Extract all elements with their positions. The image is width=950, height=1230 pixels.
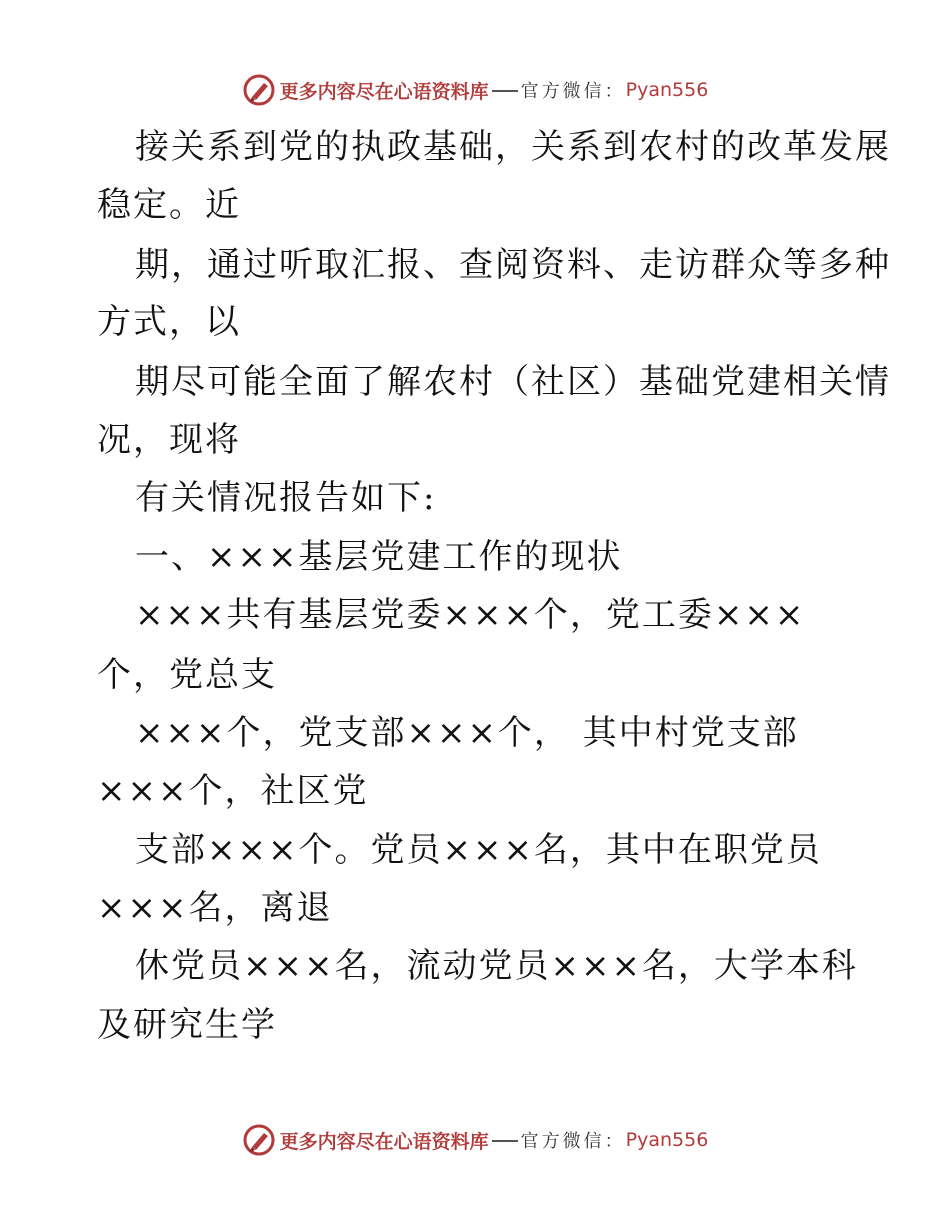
banner-wechat-id: Pyan556 bbox=[625, 1129, 709, 1151]
banner-wechat-id: Pyan556 bbox=[625, 79, 709, 101]
body-line: 休党员×××名，流动党员×××名，大学本科 bbox=[135, 946, 858, 986]
body-line: 有关情况报告如下: bbox=[135, 478, 437, 518]
banner-brand: 更多内容尽在心语资料库 bbox=[279, 80, 489, 103]
body-line: 期，通过听取汇报、查阅资料、走访群众等多种 bbox=[135, 245, 891, 285]
pen-logo-icon bbox=[242, 1123, 276, 1157]
banner-brand: 更多内容尽在心语资料库 bbox=[279, 1130, 489, 1153]
body-line: ×××名，离退 bbox=[97, 888, 333, 928]
section-heading: 一、×××基层党建工作的现状 bbox=[135, 537, 623, 577]
body-line: 况，现将 bbox=[97, 420, 241, 460]
banner-dash bbox=[492, 90, 518, 92]
body-line: 个，党总支 bbox=[97, 655, 277, 695]
pen-logo-icon bbox=[242, 73, 276, 107]
body-line: ×××共有基层党委×××个，党工委××× bbox=[135, 595, 806, 635]
banner-wechat-label: 官方微信： bbox=[520, 81, 626, 102]
body-line: ×××个，社区党 bbox=[97, 771, 369, 811]
banner-wechat-label: 官方微信： bbox=[520, 1131, 626, 1152]
body-line: 接关系到党的执政基础，关系到农村的改革发展 bbox=[135, 127, 891, 167]
footer-banner bbox=[0, 1120, 950, 1160]
body-line: 期尽可能全面了解农村（社区）基础党建相关情 bbox=[135, 362, 891, 402]
body-line: 稳定。近 bbox=[97, 185, 241, 225]
body-line: ×××个，党支部×××个， 其中村党支部 bbox=[135, 713, 799, 753]
header-banner bbox=[0, 70, 950, 110]
body-line: 及研究生学 bbox=[97, 1005, 277, 1045]
body-line: 支部×××个。党员×××名，其中在职党员 bbox=[135, 830, 822, 870]
banner-dash bbox=[492, 1140, 518, 1142]
body-line: 方式，以 bbox=[97, 302, 241, 342]
